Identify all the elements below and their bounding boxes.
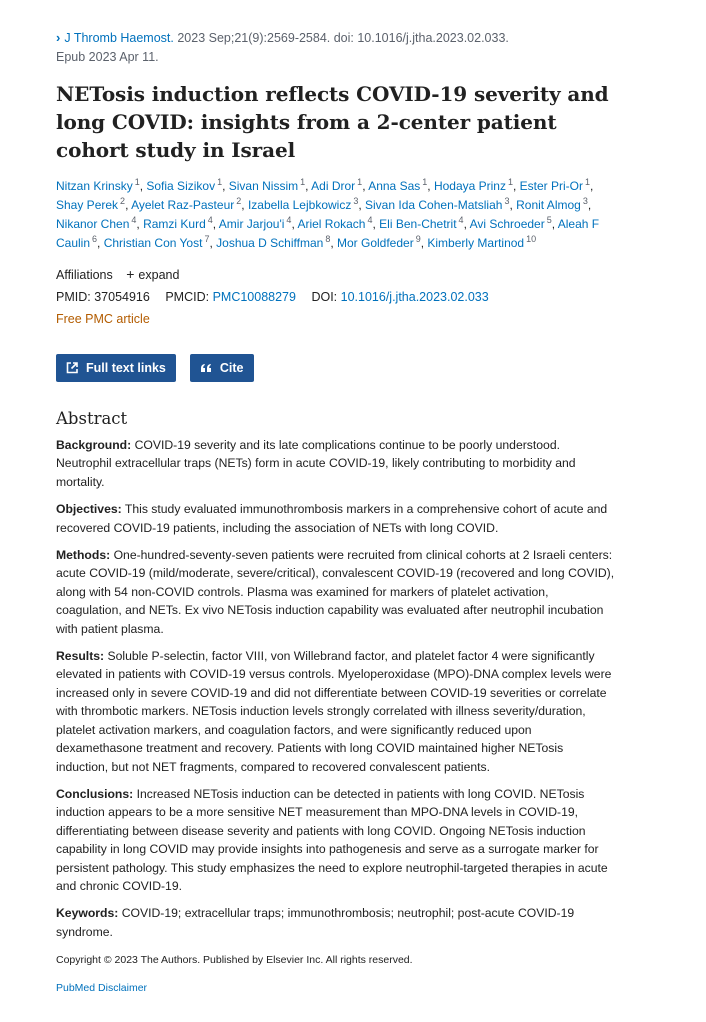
section-label: Background: bbox=[56, 438, 132, 452]
author-affiliation-number[interactable]: 7 bbox=[204, 234, 210, 244]
author-name-link[interactable]: Anna Sas bbox=[368, 179, 421, 193]
section-label: Results: bbox=[56, 649, 105, 664]
author-name-link[interactable]: Shay Perek bbox=[56, 198, 119, 212]
cite-button[interactable] bbox=[190, 354, 254, 382]
doi-link[interactable]: 10.1016/j.jtha.2023.02.033 bbox=[340, 290, 489, 304]
action-buttons bbox=[56, 354, 616, 382]
free-pmc-article-label: Free PMC article bbox=[56, 312, 150, 326]
author-name-link[interactable]: Nitzan Krinsky bbox=[56, 179, 133, 193]
author-item bbox=[131, 198, 241, 212]
author-affiliation-number[interactable]: 1 bbox=[585, 177, 591, 187]
author-separator: , bbox=[590, 179, 594, 193]
author-separator: , bbox=[139, 179, 147, 193]
author-affiliation-number[interactable]: 3 bbox=[582, 196, 588, 206]
citation-details: 2023 Sep;21(9):2569-2584. doi: 10.1016/j.jtha.2023.02.033. bbox=[177, 31, 509, 45]
author-separator: , bbox=[420, 236, 428, 250]
author-item bbox=[337, 236, 421, 250]
author-item bbox=[56, 179, 140, 193]
section-label: Objectives: bbox=[56, 502, 122, 517]
section-label: Keywords: bbox=[56, 906, 119, 921]
author-name-link[interactable]: Adi Dror bbox=[311, 179, 356, 193]
author-item bbox=[229, 179, 305, 193]
author-separator: , bbox=[125, 198, 132, 212]
author-item bbox=[146, 179, 222, 193]
author-name-link[interactable]: Ramzi Kurd bbox=[143, 217, 206, 231]
author-separator: , bbox=[587, 198, 592, 212]
abstract-methods bbox=[56, 546, 616, 638]
abstract-body bbox=[56, 436, 616, 941]
author-item bbox=[427, 236, 536, 250]
section-label: Conclusions: bbox=[56, 786, 134, 801]
journal-link[interactable]: J Thromb Haemost. bbox=[64, 31, 174, 45]
author-affiliation-number[interactable]: 10 bbox=[526, 234, 537, 244]
author-name-link[interactable]: Sivan Nissim bbox=[228, 179, 299, 193]
author-separator: , bbox=[463, 217, 470, 231]
epub-date: Epub 2023 Apr 11. bbox=[56, 50, 159, 64]
quote-icon bbox=[200, 363, 212, 373]
abstract-background bbox=[56, 436, 616, 491]
author-name-link[interactable]: Christian Con Yost bbox=[103, 236, 203, 250]
author-separator: , bbox=[209, 236, 217, 250]
section-label: Methods: bbox=[56, 548, 111, 563]
identifiers-row bbox=[56, 288, 616, 306]
abstract-keywords bbox=[56, 904, 616, 941]
author-affiliation-number[interactable]: 4 bbox=[131, 215, 137, 225]
pubmed-disclaimer-link[interactable]: PubMed Disclaimer bbox=[56, 982, 148, 995]
author-item bbox=[311, 179, 362, 193]
author-affiliation-number[interactable]: 1 bbox=[217, 177, 223, 187]
author-name-link[interactable]: Izabella Lejbkowicz bbox=[247, 198, 352, 212]
article-content bbox=[56, 28, 616, 995]
section-text: Soluble P-selectin, factor VIII, von Willebrand factor, and platelet factor 4 were significantly elevated in patients with COVID-19 versus controls. Myeloperoxidase (MPO)-DNA complex levels were increased only in severe COVID-19 and did not differentiate between COVID-19 severities or correlate with thrombotic markers. NETosis induction levels strongly correlated with illness severity/duration, platelet activation markers, and coagulation factors, and were significantly reduced upon dexamethasone treatment and recovery. Patients with long COVID maintained higher NETosis induction, but not NET fragments, compared to recovered convalescent patients. bbox=[56, 649, 612, 774]
author-item bbox=[248, 198, 358, 212]
author-affiliation-number[interactable]: 4 bbox=[367, 215, 373, 225]
author-affiliation-number[interactable]: 1 bbox=[300, 177, 306, 187]
author-separator: , bbox=[212, 217, 219, 231]
author-item bbox=[219, 217, 292, 231]
author-affiliation-number[interactable]: 3 bbox=[504, 196, 510, 206]
pmid-label: PMID: bbox=[56, 290, 91, 304]
author-affiliation-number[interactable]: 1 bbox=[422, 177, 428, 187]
author-item bbox=[434, 179, 513, 193]
full-text-links-label: Full text links bbox=[86, 361, 166, 375]
cite-label: Cite bbox=[219, 361, 244, 375]
copyright-notice: Copyright © 2023 The Authors. Published by Elsevier Inc. All rights reserved. bbox=[56, 954, 413, 967]
affiliations-row bbox=[56, 265, 616, 284]
author-name-link[interactable]: Ariel Rokach bbox=[297, 217, 366, 231]
author-item bbox=[470, 217, 552, 231]
author-name-link[interactable]: Avi Schroeder bbox=[469, 217, 545, 231]
article-title: NETosis induction reflects COVID-19 severity and long COVID: insights from a 2-center patient cohort study in Israel bbox=[56, 82, 609, 162]
pmcid-label: PMCID: bbox=[165, 290, 210, 304]
section-text: COVID-19; extracellular traps; immunothrombosis; neutrophil; post-acute COVID-19 syndrome. bbox=[56, 906, 575, 939]
author-affiliation-number[interactable]: 1 bbox=[507, 177, 513, 187]
author-item bbox=[368, 179, 427, 193]
author-separator: , bbox=[551, 217, 558, 231]
author-name-link[interactable]: Ester Pri-Or bbox=[519, 179, 584, 193]
section-text: One-hundred-seventy-seven patients were recruited from clinical cohorts at 2 Israeli centers: acute COVID-19 (mild/moderate, severe/critical), convalescent COVID-19 (recovered and long COVID), along with 54 non-COVID controls. Plasma was examined for markers of platelet activation, coagulation, and NETs. Ex vivo NETosis induction capability was evaluated after neutrophil incubation with patient plasma. bbox=[56, 548, 615, 636]
author-affiliation-number[interactable]: 6 bbox=[92, 234, 98, 244]
author-item bbox=[365, 198, 509, 212]
author-affiliation-number[interactable]: 9 bbox=[415, 234, 421, 244]
author-separator: , bbox=[97, 236, 104, 250]
abstract-results bbox=[56, 647, 616, 776]
chevron-right-icon[interactable]: › bbox=[56, 30, 61, 45]
author-item bbox=[56, 217, 136, 231]
author-name-link[interactable]: Kimberly Martinod bbox=[427, 236, 525, 250]
author-item bbox=[56, 198, 125, 212]
abstract-conclusions bbox=[56, 785, 616, 895]
abstract-heading: Abstract bbox=[56, 409, 128, 428]
author-separator: , bbox=[222, 179, 229, 193]
author-separator: , bbox=[136, 217, 144, 231]
author-name-link[interactable]: Ronit Almog bbox=[516, 198, 581, 212]
author-name-link[interactable]: Hodaya Prinz bbox=[433, 179, 506, 193]
affiliations-label: Affiliations bbox=[56, 268, 113, 282]
author-separator: , bbox=[509, 198, 517, 212]
authors-list bbox=[56, 177, 616, 253]
external-link-icon bbox=[66, 362, 78, 374]
abstract-objectives bbox=[56, 500, 616, 537]
author-name-link[interactable]: Ayelet Raz-Pasteur bbox=[131, 198, 235, 212]
author-name-link[interactable]: Eli Ben-Chetrit bbox=[379, 217, 457, 231]
author-affiliation-number[interactable]: 3 bbox=[353, 196, 359, 206]
author-affiliation-number[interactable]: 8 bbox=[325, 234, 331, 244]
author-name-link[interactable]: Sofia Sizikov bbox=[146, 179, 216, 193]
author-separator: , bbox=[362, 179, 369, 193]
author-separator: , bbox=[241, 198, 248, 212]
author-name-link[interactable]: Mor Goldfeder bbox=[337, 236, 414, 250]
expand-label: expand bbox=[138, 268, 180, 282]
author-affiliation-number[interactable]: 1 bbox=[134, 177, 140, 187]
author-separator: , bbox=[358, 198, 366, 212]
author-separator: , bbox=[305, 179, 312, 193]
affiliations-expand-button[interactable] bbox=[126, 268, 179, 282]
author-separator: , bbox=[291, 217, 298, 231]
plus-icon: + bbox=[126, 266, 135, 282]
author-affiliation-number[interactable]: 1 bbox=[357, 177, 363, 187]
author-item bbox=[104, 236, 210, 250]
author-item bbox=[520, 179, 590, 193]
author-name-link[interactable]: Joshua D Schiffman bbox=[216, 236, 324, 250]
author-affiliation-number[interactable]: 2 bbox=[236, 196, 242, 206]
author-item bbox=[297, 217, 372, 231]
author-separator: , bbox=[513, 179, 520, 193]
section-text: Increased NETosis induction can be detected in patients with long COVID. NETosis induction appears to be a more sensitive NET measurement than MPO-DNA levels in COVID-19, differentiating between disease severity and patients with long COVID. Ongoing NETosis induction capability in long COVID may provide insights into pathogenesis and serve as a surrogate marker for persistent pathology. This study emphasizes the need to explore neutrophil-targeted therapies in acute and chronic COVID-19. bbox=[56, 786, 608, 893]
author-separator: , bbox=[330, 236, 337, 250]
author-name-link[interactable]: Amir Jarjou'i bbox=[218, 217, 285, 231]
full-text-links-button[interactable] bbox=[56, 354, 176, 382]
author-name-link[interactable]: Sivan Ida Cohen-Matsliah bbox=[365, 198, 503, 212]
author-affiliation-number[interactable]: 5 bbox=[546, 215, 552, 225]
author-item bbox=[216, 236, 330, 250]
author-affiliation-number[interactable]: 4 bbox=[286, 215, 292, 225]
pmcid-link[interactable]: PMC10088279 bbox=[212, 290, 296, 304]
author-name-link[interactable]: Nikanor Chen bbox=[56, 217, 130, 231]
citation-line bbox=[56, 28, 616, 67]
pmid-value: 37054916 bbox=[94, 290, 150, 304]
author-affiliation-number[interactable]: 4 bbox=[458, 215, 464, 225]
section-text: COVID-19 severity and its late complications continue to be poorly understood. Neutrophil extracellular traps (NETs) form in acute COVID-19, likely contributing to morbidity and mortality. bbox=[56, 438, 576, 489]
author-affiliation-number[interactable]: 4 bbox=[207, 215, 213, 225]
author-separator: , bbox=[372, 217, 380, 231]
author-separator: , bbox=[427, 179, 434, 193]
section-text: This study evaluated immunothrombosis markers in a comprehensive cohort of acute and recovered COVID-19 patients, including the association of NETs with long COVID. bbox=[56, 502, 608, 535]
author-item bbox=[516, 198, 588, 212]
author-affiliation-number[interactable]: 2 bbox=[120, 196, 126, 206]
author-item bbox=[379, 217, 463, 231]
author-item bbox=[143, 217, 213, 231]
author-name-link[interactable]: Aleah F Caulin bbox=[56, 217, 600, 250]
doi-label: DOI: bbox=[311, 290, 338, 304]
